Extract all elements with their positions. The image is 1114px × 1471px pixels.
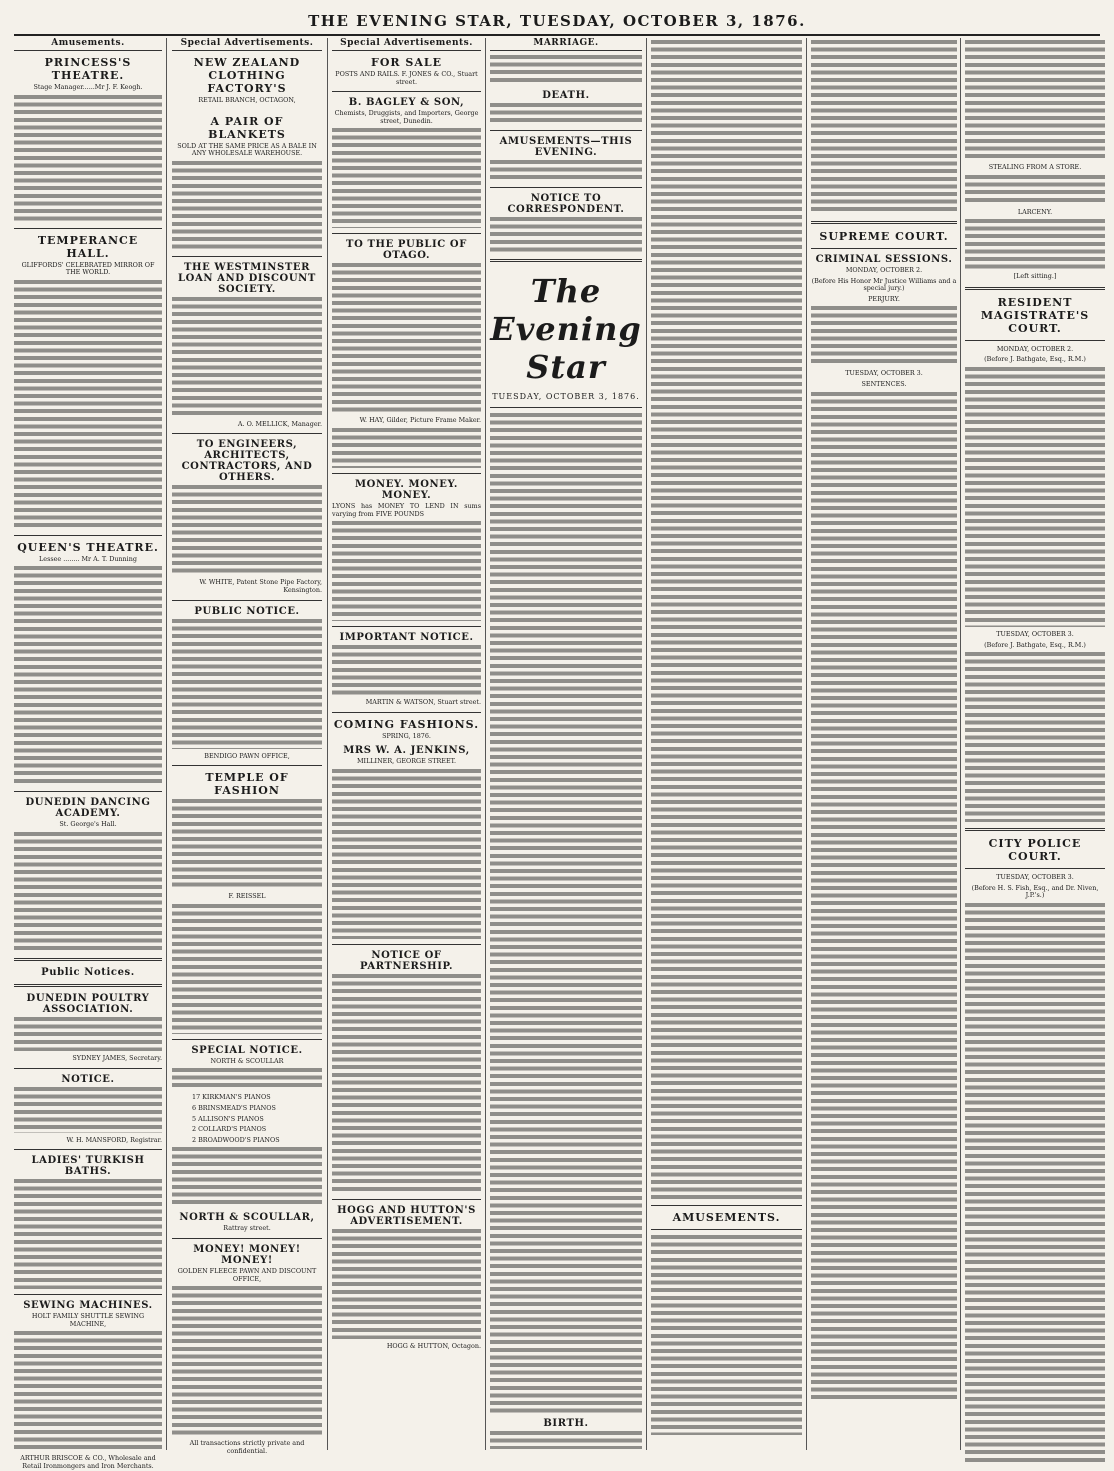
ad-title: PRINCESS'S THEATRE. (44, 56, 132, 82)
column-heading: Special Advertisements. (172, 38, 322, 51)
column-rule (327, 38, 328, 1450)
ad-body (14, 1017, 162, 1051)
court-judge: (Before H. S. Fish, Esq., and Dr. Niven, J.P.'s.) (971, 883, 1099, 900)
court-judge: (Before His Honor Mr Justice Williams and a special jury.) (811, 276, 957, 293)
ad-title: MONEY! MONEY! MONEY! (193, 1243, 301, 1266)
section-heading: MARRIAGE. (490, 38, 642, 51)
charge: SENTENCES. (861, 379, 907, 388)
left-sitting: [Left sitting.] (1013, 272, 1057, 281)
column-rule (166, 38, 167, 1450)
ad-body (332, 263, 481, 413)
section-heading: AMUSEMENTS. (672, 1211, 781, 1224)
ad-line: St. George's Hall. (59, 820, 117, 829)
court-date: TUESDAY, OCTOBER 3. (996, 629, 1074, 638)
section-heading: BIRTH. (543, 1418, 589, 1429)
editorial-body (490, 413, 642, 1413)
court-judge: (Before J. Bathgate, Esq., R.M.) (984, 640, 1086, 649)
piano-item: 6 BRINSMEAD'S PIANOS (192, 1103, 276, 1112)
column-rule (485, 38, 486, 1450)
section-heading: DEATH. (542, 90, 590, 101)
ad-title: TO THE PUBLIC OF OTAGO. (346, 239, 467, 262)
section-subheading: CRIMINAL SESSIONS. (815, 254, 953, 265)
piano-item: 2 COLLARD'S PIANOS (192, 1125, 267, 1134)
ad-line: W. H. MANSFORD, Registrar. (66, 1135, 162, 1144)
ad-line: MARTIN & WATSON, Stuart street. (365, 698, 481, 707)
ad-body (14, 566, 162, 786)
ad-line: POSTS AND RAILS. F. JONES & CO., Stuart street. (335, 70, 478, 86)
court-date: MONDAY, OCTOBER 2. (996, 344, 1074, 353)
ad-title: IMPORTANT NOTICE. (339, 632, 474, 644)
ad-body (14, 832, 162, 952)
ad-line: SPRING, 1876. (382, 731, 431, 740)
ad-line: BENDIGO PAWN OFFICE, (204, 751, 290, 760)
charge: PERJURY. (868, 294, 900, 303)
piano-item: 17 KIRKMAN'S PIANOS (192, 1093, 271, 1102)
ad-body (172, 297, 322, 417)
ad-footer: All transactions strictly private and confidential. (189, 1439, 305, 1455)
ad-line: NORTH & SCOULLAR (210, 1056, 284, 1065)
article-body (811, 40, 957, 215)
ad-title: LADIES' TURKISH BATHS. (31, 1155, 145, 1178)
ad-title: DUNEDIN POULTRY ASSOCIATION. (26, 992, 150, 1015)
ad-body (332, 974, 481, 1194)
piano-item: 2 BROADWOOD'S PIANOS (192, 1135, 280, 1144)
notice-body (490, 103, 642, 125)
notice-body (490, 217, 642, 253)
notice-body (490, 55, 642, 85)
column-heading: Special Advertisements. (332, 38, 481, 51)
ad-body (14, 280, 162, 530)
amusements-body (651, 1235, 802, 1435)
dateline: TUESDAY, OCTOBER 3, 1876. (492, 392, 640, 401)
ad-line: W. HAY, Gilder, Picture Frame Maker. (359, 416, 481, 425)
ad-title: A PAIR OF BLANKETS (208, 114, 286, 141)
ad-title: SPECIAL NOTICE. (191, 1044, 303, 1056)
ad-footer: HOGG & HUTTON, Octagon. (386, 1341, 481, 1350)
ad-body (14, 1087, 162, 1133)
article-body (965, 903, 1105, 1463)
court-date: TUESDAY, OCTOBER 3. (996, 873, 1074, 882)
ad-body (332, 769, 481, 939)
ad-title: NOTICE OF PARTNERSHIP. (359, 949, 454, 972)
ad-title: NORTH & SCOULLAR, (179, 1212, 315, 1224)
ad-title: TEMPERANCE HALL. (37, 233, 139, 260)
ad-body (14, 1179, 162, 1289)
section-heading: SUPREME COURT. (819, 230, 949, 243)
charge: STEALING FROM A STORE. (988, 163, 1082, 171)
article-body (965, 367, 1105, 627)
section-heading: RESIDENT MAGISTRATE'S COURT. (980, 295, 1090, 335)
column-courts-2 (965, 38, 1105, 1450)
ad-body (14, 1331, 162, 1451)
ad-body (332, 428, 481, 468)
article-body (965, 175, 1105, 205)
ad-title: QUEEN'S THEATRE. (17, 540, 159, 554)
ad-title: COMING FASHIONS. (333, 717, 480, 731)
column-special-ads-2 (332, 38, 481, 1450)
ad-title: TEMPLE OF FASHION (205, 771, 289, 798)
ad-body (172, 1147, 322, 1207)
article-body (965, 219, 1105, 269)
article-body (811, 392, 957, 1402)
ad-body (332, 645, 481, 695)
notice-body (490, 160, 642, 182)
column-amusements (14, 38, 162, 1470)
masthead-title: THE EVENING STAR, TUESDAY, OCTOBER 3, 1876. (308, 12, 806, 30)
column-courts (811, 38, 957, 1450)
court-date: MONDAY, OCTOBER 2. (845, 266, 923, 274)
column-editorial (490, 38, 642, 1450)
ad-title: THE WESTMINSTER LOAN AND DISCOUNT SOCIETY. (178, 261, 316, 295)
ad-line: MILLINER, GEORGE STREET. (357, 757, 456, 766)
column-editorial-2 (651, 38, 802, 1450)
ad-title: FOR SALE (371, 56, 442, 69)
ad-line: Lessee ........ Mr A. T. Dunning (39, 554, 137, 563)
ad-title: MONEY. MONEY. MONEY. (354, 478, 459, 501)
article-body (811, 306, 957, 366)
ad-line: Rattray street. (223, 1224, 271, 1233)
ad-title: PUBLIC NOTICE. (194, 605, 300, 617)
ad-body (14, 95, 162, 223)
ad-line: GOLDEN FLEECE PAWN AND DISCOUNT OFFICE, (177, 1266, 317, 1283)
newspaper-nameplate: The Evening Star (490, 272, 642, 386)
column-special-ads (172, 38, 322, 1455)
editorial-body (651, 40, 802, 1200)
ad-line: W. WHITE, Patent Stone Pipe Factory, Kensington. (199, 578, 322, 594)
ad-body (172, 799, 322, 889)
ad-line: SOLD AT THE SAME PRICE AS A BALE IN ANY WHOLESALE WAREHOUSE. (177, 141, 317, 158)
ad-line: SYDNEY JAMES, Secretary. (72, 1053, 162, 1062)
ad-footer: ARTHUR BRISCOE & CO., Wholesale and Retail Ironmongers and Iron Merchants. (20, 1454, 156, 1470)
article-body (965, 40, 1105, 160)
ad-line: Stage Manager......Mr J. F. Keogh. (33, 83, 143, 91)
ad-title: TO ENGINEERS, ARCHITECTS, CONTRACTORS, AND OTHERS. (181, 439, 313, 484)
ad-body (172, 1286, 322, 1436)
ad-line: F. REISSEL (228, 892, 266, 901)
ad-title: B. BAGLEY & SON, (348, 97, 465, 109)
court-judge: (Before J. Bathgate, Esq., R.M.) (984, 355, 1086, 364)
article-body (965, 652, 1105, 822)
ad-title: SEWING MACHINES. (23, 1300, 153, 1312)
section-heading: CITY POLICE COURT. (988, 837, 1082, 864)
section-heading: AMUSEMENTS—THIS EVENING. (499, 136, 633, 158)
column-rule (806, 38, 807, 1450)
ad-line: RETAIL BRANCH, OCTAGON, (198, 96, 296, 104)
ad-body (172, 904, 322, 1034)
ad-title: NEW ZEALAND CLOTHING FACTORY'S (193, 56, 301, 95)
ad-body (172, 485, 322, 575)
ad-body (332, 128, 481, 228)
ad-body (172, 161, 322, 251)
column-rule (960, 38, 961, 1450)
ad-line: HOLT FAMILY SHUTTLE SEWING MACHINE, (31, 1312, 145, 1328)
court-date: TUESDAY, OCTOBER 3. (845, 369, 923, 378)
ad-body (332, 521, 481, 621)
ad-line: A. O. MELLICK, Manager. (237, 419, 322, 428)
ad-line: GLIFFORDS' CELEBRATED MIRROR OF THE WORLD. (21, 260, 155, 277)
masthead (14, 6, 1100, 36)
section-heading: Public Notices. (41, 966, 135, 978)
ad-title: MRS W. A. JENKINS, (343, 745, 470, 757)
ad-body (172, 619, 322, 749)
column-rule (646, 38, 647, 1450)
ad-title: NOTICE. (61, 1073, 115, 1085)
ad-body (332, 1229, 481, 1339)
ad-title: HOGG AND HUTTON'S ADVERTISEMENT. (337, 1204, 476, 1227)
column-heading: Amusements. (14, 38, 162, 51)
notice-body (490, 1431, 642, 1449)
ad-line: Chemists, Druggists, and Importers, George street, Dunedin. (334, 109, 479, 125)
piano-item: 5 ALLISON'S PIANOS (192, 1114, 264, 1123)
section-heading: NOTICE TO CORRESPONDENT. (507, 193, 625, 215)
ad-title: DUNEDIN DANCING ACADEMY. (25, 797, 151, 820)
ad-body (172, 1068, 322, 1090)
charge: LARCENY. (1017, 207, 1053, 216)
ad-line: LYONS has MONEY TO LEND IN sums varying from FIVE POUNDS (332, 501, 481, 518)
